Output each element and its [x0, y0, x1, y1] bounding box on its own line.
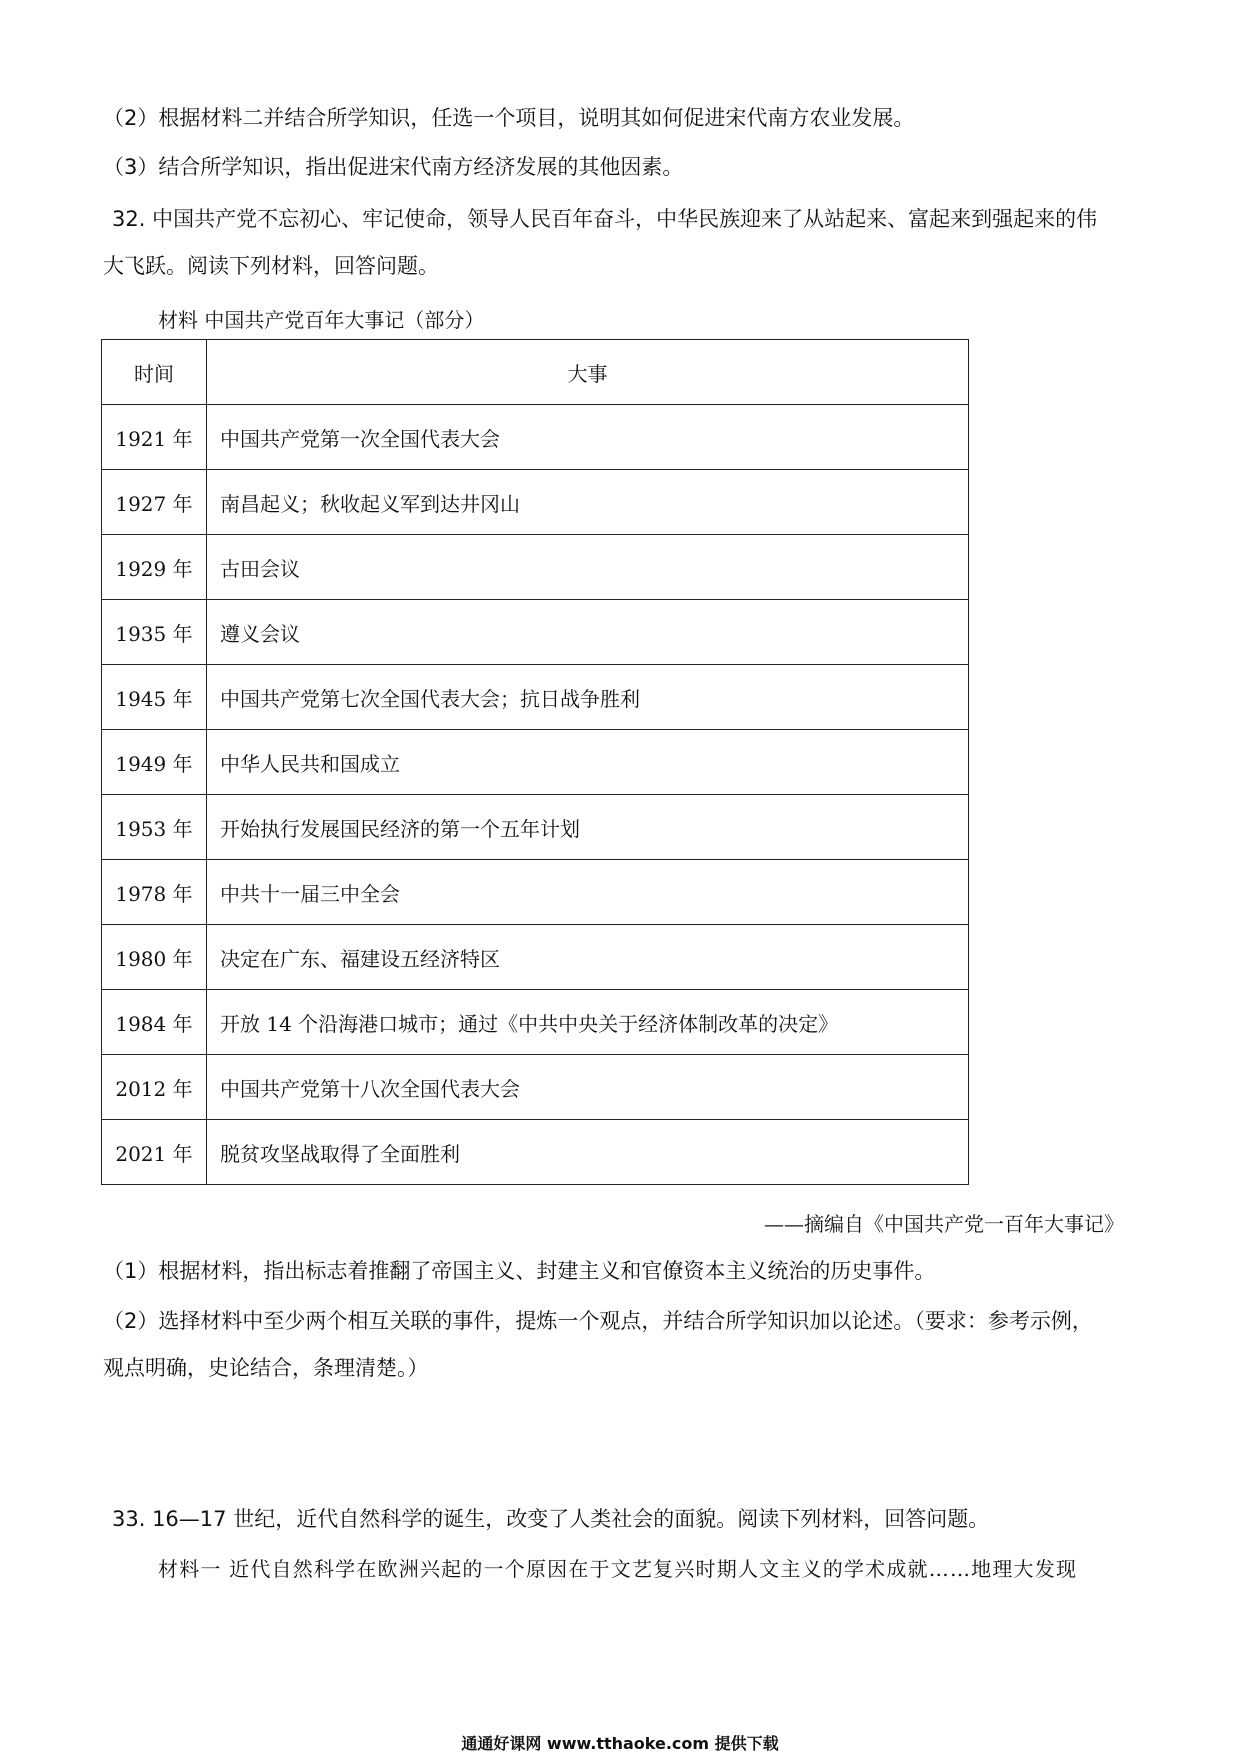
- year-cell: 1929 年: [102, 535, 207, 600]
- year-cell: 1984 年: [102, 990, 207, 1055]
- material-caption: 材料 中国共产党百年大事记（部分）: [158, 308, 485, 332]
- table-row: [102, 990, 969, 1055]
- year-cell: 1949 年: [102, 730, 207, 795]
- event-cell: 遵义会议: [207, 600, 969, 665]
- event-cell: 南昌起义；秋收起义军到达井冈山: [207, 470, 969, 535]
- question-32-sub1: （1）根据材料，指出标志着推翻了帝国主义、封建主义和官僚资本主义统治的历史事件。: [103, 1259, 936, 1283]
- table-header-row: [102, 340, 969, 405]
- material-source: ——摘编自《中国共产党一百年大事记》: [764, 1212, 1124, 1236]
- table-row: [102, 1120, 969, 1185]
- question-2-text: （2）根据材料二并结合所学知识，任选一个项目，说明其如何促进宋代南方农业发展。: [103, 106, 915, 130]
- footer-watermark: 通通好课网 www.tthaoke.com 提供下载: [461, 1734, 779, 1753]
- event-cell: 中华人民共和国成立: [207, 730, 969, 795]
- event-cell: 中国共产党第十八次全国代表大会: [207, 1055, 969, 1120]
- table-row: [102, 1055, 969, 1120]
- year-cell: 2012 年: [102, 1055, 207, 1120]
- question-32-sub2-line1: （2）选择材料中至少两个相互关联的事件，提炼一个观点，并结合所学知识加以论述。（要求：参考示例，: [103, 1309, 1093, 1333]
- question-33-material1: 材料一 近代自然科学在欧洲兴起的一个原因在于文艺复兴时期人文主义的学术成就……地理大发现: [158, 1557, 1078, 1581]
- table-row: [102, 730, 969, 795]
- year-cell: 1980 年: [102, 925, 207, 990]
- header-event: 大事: [207, 340, 969, 405]
- table-row: [102, 470, 969, 535]
- event-cell: 脱贫攻坚战取得了全面胜利: [207, 1120, 969, 1185]
- question-32-sub2-line2: 观点明确，史论结合，条理清楚。）: [103, 1356, 429, 1380]
- event-cell: 开放 14 个沿海港口城市；通过《中共中央关于经济体制改革的决定》: [207, 990, 969, 1055]
- year-cell: 1953 年: [102, 795, 207, 860]
- table-row: [102, 600, 969, 665]
- event-cell: 中国共产党第七次全国代表大会；抗日战争胜利: [207, 665, 969, 730]
- year-cell: 1945 年: [102, 665, 207, 730]
- event-cell: 中共十一届三中全会: [207, 860, 969, 925]
- table-row: [102, 665, 969, 730]
- year-cell: 2021 年: [102, 1120, 207, 1185]
- question-3-text: （3）结合所学知识，指出促进宋代南方经济发展的其他因素。: [103, 155, 684, 179]
- year-cell: 1978 年: [102, 860, 207, 925]
- table-row: [102, 535, 969, 600]
- table-row: [102, 795, 969, 860]
- table-row: [102, 860, 969, 925]
- header-time: 时间: [102, 340, 207, 405]
- event-cell: 决定在广东、福建设五经济特区: [207, 925, 969, 990]
- table-row: [102, 405, 969, 470]
- year-cell: 1927 年: [102, 470, 207, 535]
- question-33-intro: 33. 16—17 世纪，近代自然科学的诞生，改变了人类社会的面貌。阅读下列材料，回答问题。: [112, 1507, 990, 1531]
- table-row: [102, 925, 969, 990]
- event-cell: 开始执行发展国民经济的第一个五年计划: [207, 795, 969, 860]
- event-cell: 古田会议: [207, 535, 969, 600]
- year-cell: 1921 年: [102, 405, 207, 470]
- year-cell: 1935 年: [102, 600, 207, 665]
- question-32-intro-line1: 32. 中国共产党不忘初心、牢记使命，领导人民百年奋斗，中华民族迎来了从站起来、富起来到强起来的伟: [112, 207, 1098, 231]
- question-32-intro-line2: 大飞跃。阅读下列材料，回答问题。: [103, 254, 439, 278]
- event-cell: 中国共产党第一次全国代表大会: [207, 405, 969, 470]
- events-table: [101, 339, 969, 1185]
